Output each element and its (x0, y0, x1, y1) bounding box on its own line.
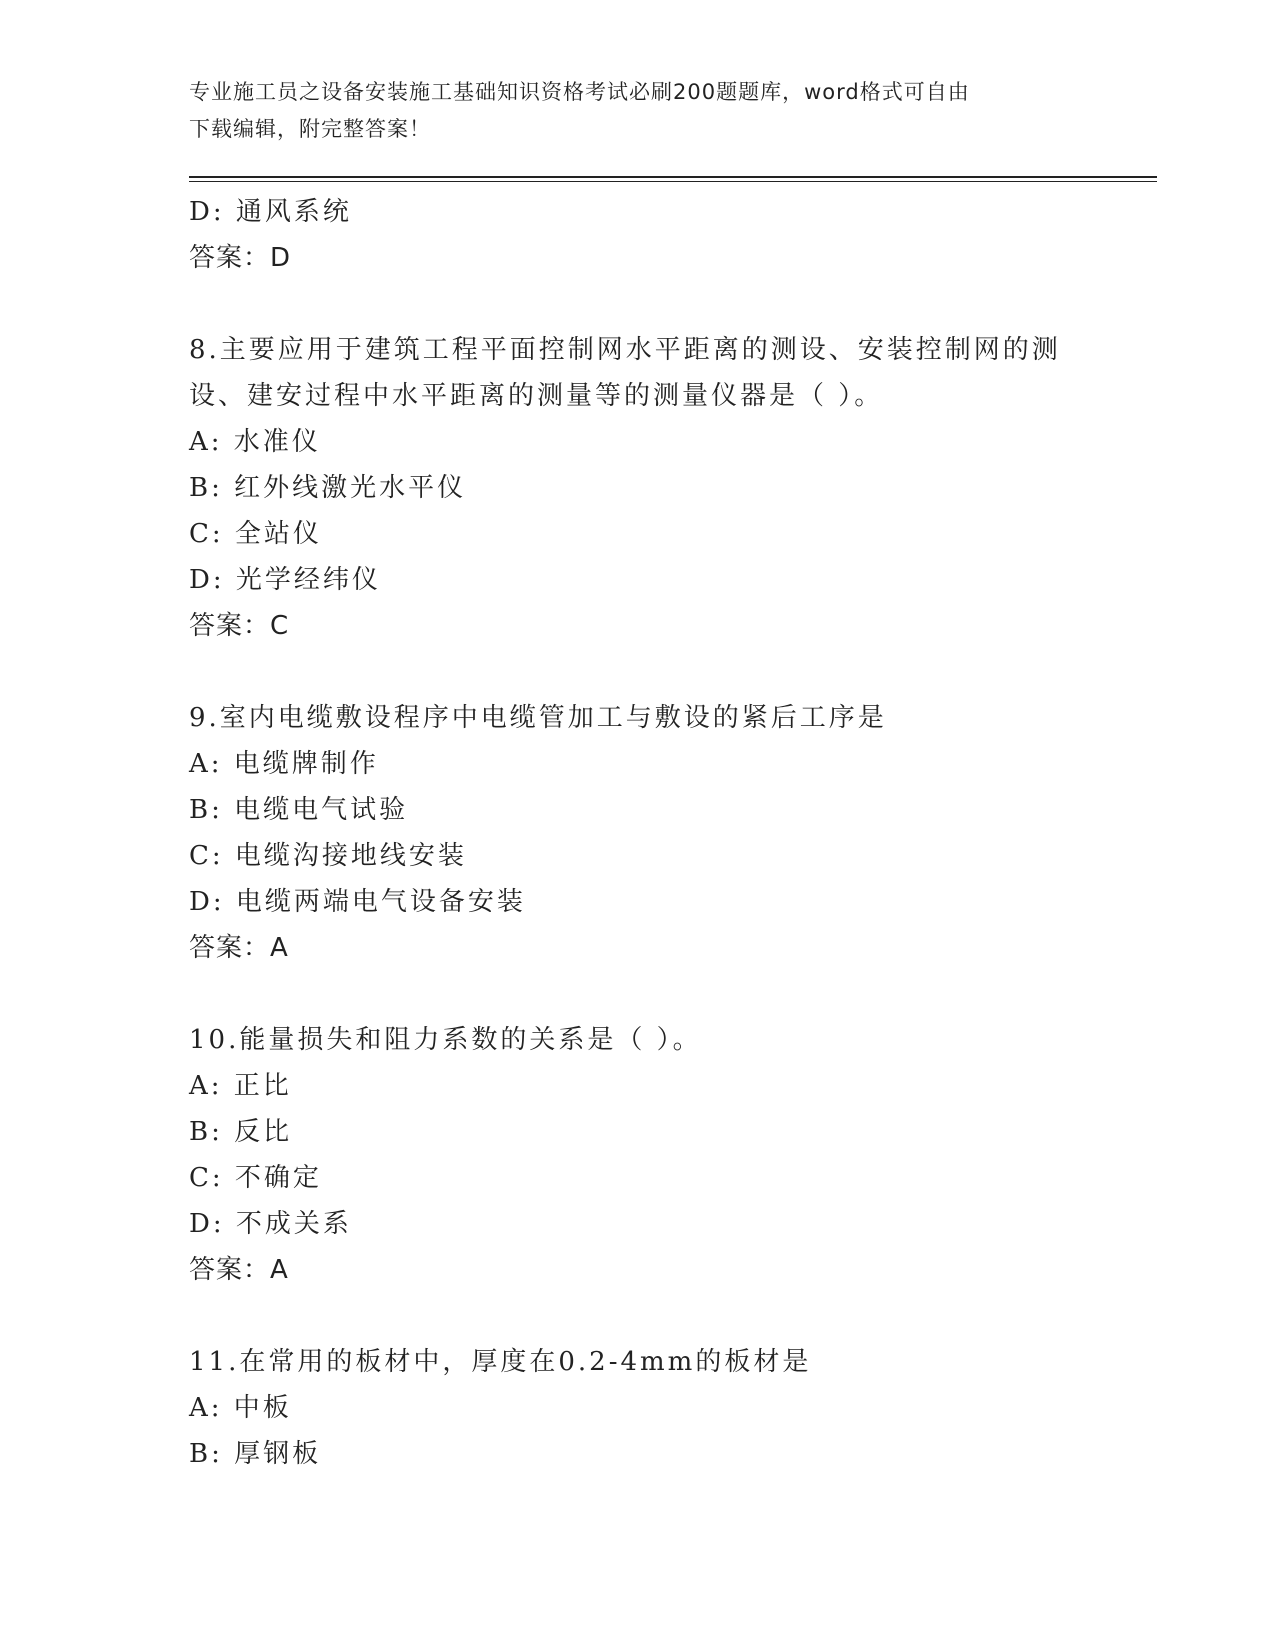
option-d: D: 电缆两端电气设备安装 (189, 887, 526, 917)
header-line-2: 下载编辑，附完整答案！ (189, 117, 431, 141)
option-d: D: 不成关系 (189, 1209, 352, 1239)
option-b: B: 厚钢板 (189, 1439, 322, 1469)
spacer (189, 971, 1157, 1017)
answer: 答案：A (189, 1255, 289, 1285)
option-d: D: 光学经纬仪 (189, 565, 381, 595)
question-8-text-cont: 设、建安过程中水平距离的测量等的测量仪器是（ ）。 (189, 381, 884, 411)
option-c: C: 不确定 (189, 1163, 322, 1193)
spacer (189, 281, 1157, 327)
question-11-text: 11.在常用的板材中，厚度在0.2-4mm的板材是 (189, 1347, 812, 1377)
question-10-text: 10.能量损失和阻力系数的关系是（ ）。 (189, 1025, 702, 1055)
document-header (189, 74, 1069, 148)
spacer (189, 649, 1157, 695)
option-c: C: 全站仪 (189, 519, 322, 549)
answer: 答案：A (189, 933, 289, 963)
option-a: A: 正比 (189, 1071, 292, 1101)
header-divider-thin (189, 181, 1157, 182)
question-8-text: 8.主要应用于建筑工程平面控制网水平距离的测设、安装控制网的测 (189, 335, 1061, 365)
option-b: B: 红外线激光水平仪 (189, 473, 467, 503)
question-list (189, 189, 1157, 1477)
header-divider (189, 176, 1157, 178)
option-a: A: 水准仪 (189, 427, 321, 457)
answer: 答案：D (189, 243, 292, 273)
question-9-text: 9.室内电缆敷设程序中电缆管加工与敷设的紧后工序是 (189, 703, 887, 733)
answer: 答案：C (189, 611, 290, 641)
header-line-1: 专业施工员之设备安装施工基础知识资格考试必刷200题题库，word格式可自由 (189, 80, 970, 104)
option-d: D: 通风系统 (189, 197, 352, 227)
option-a: A: 中板 (189, 1393, 292, 1423)
option-b: B: 电缆电气试验 (189, 795, 409, 825)
option-a: A: 电缆牌制作 (189, 749, 379, 779)
option-c: C: 电缆沟接地线安装 (189, 841, 467, 871)
option-b: B: 反比 (189, 1117, 293, 1147)
spacer (189, 1293, 1157, 1339)
